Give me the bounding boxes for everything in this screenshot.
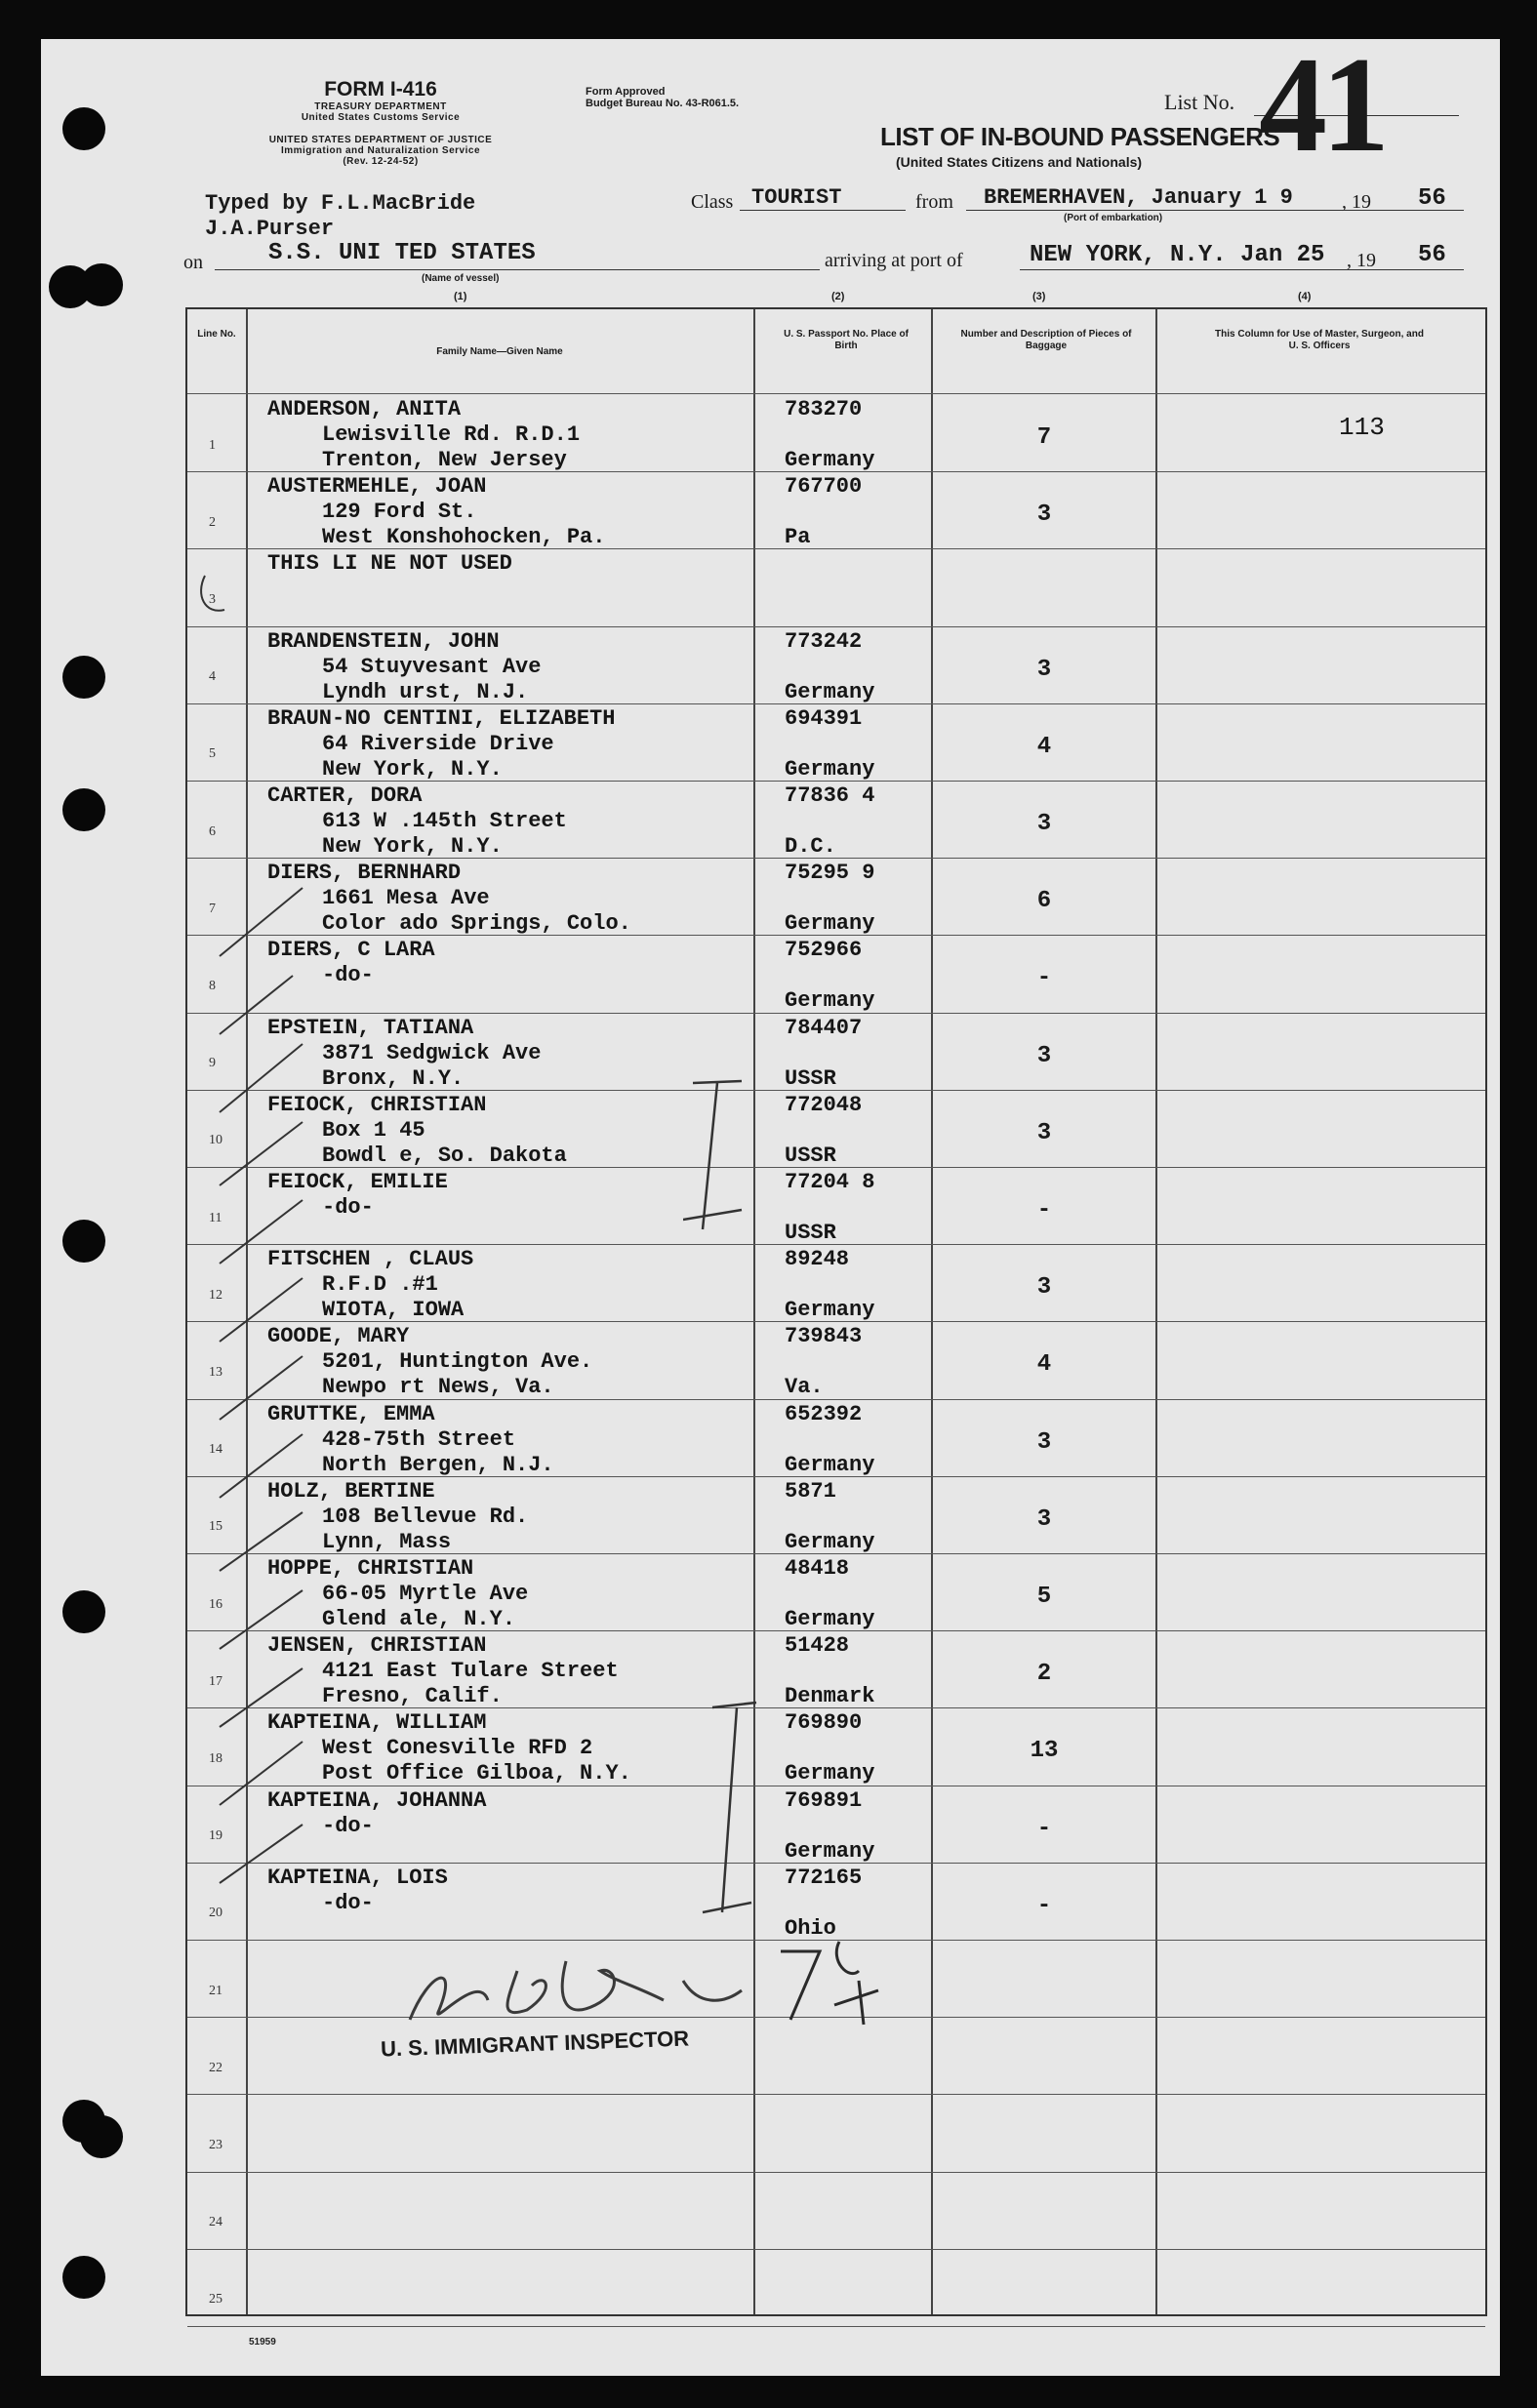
baggage-count: 5: [1036, 1584, 1052, 1610]
line-number: 18: [209, 1750, 222, 1766]
passenger-name: JENSEN, CHRISTIAN: [267, 1633, 487, 1659]
address-line-2: Bowdl e, So. Dakota: [322, 1143, 567, 1168]
address-line-1: 5201, Huntington Ave.: [322, 1349, 593, 1375]
punch-hole: [62, 2256, 105, 2299]
baggage-count: -: [1036, 965, 1052, 992]
list-no-label: List No.: [1164, 90, 1235, 114]
address-line-2: Bronx, N.Y.: [322, 1065, 465, 1091]
place-of-birth: USSR: [785, 1065, 836, 1091]
ins-service: Immigration and Naturalization Service: [280, 145, 481, 156]
check-marks: [176, 429, 722, 1951]
line-number: 5: [209, 746, 216, 762]
passenger-name: FEIOCK, EMILIE: [267, 1170, 448, 1194]
line-number: 11: [209, 1210, 222, 1225]
address-line-2: Lynn, Mass: [322, 1529, 452, 1554]
address-line-1: 4121 East Tulare Street: [322, 1659, 619, 1684]
passport-number: 752966: [785, 938, 863, 963]
line-number: 3: [209, 591, 216, 607]
address-line-2: Glend ale, N.Y.: [322, 1607, 516, 1631]
col-num-3: (3): [1032, 291, 1046, 302]
passenger-name: HOPPE, CHRISTIAN: [267, 1556, 474, 1581]
place-of-birth: Va.: [785, 1375, 824, 1400]
from-label: from: [915, 191, 953, 213]
address-line-1: R.F.D .#1: [322, 1272, 438, 1298]
line-number: 10: [209, 1133, 222, 1148]
baggage-count: 3: [1036, 1119, 1052, 1146]
passenger-name: ANDERSON, ANITA: [267, 397, 462, 421]
passport-number: 783270: [785, 397, 863, 421]
place-of-birth: Germany: [785, 1761, 875, 1786]
passenger-name: DIERS, C LARA: [267, 938, 435, 963]
passenger-name: KAPTEINA, LOIS: [267, 1865, 448, 1890]
baggage-count: 6: [1036, 888, 1052, 915]
address-line-1: 613 W .145th Street: [322, 809, 567, 833]
baggage-count: 3: [1036, 656, 1052, 683]
passenger-name: GOODE, MARY: [267, 1324, 410, 1349]
punch-hole: [80, 263, 123, 306]
place-of-birth: D.C.: [785, 834, 836, 859]
baggage-count: 3: [1036, 1274, 1052, 1302]
line-number: 9: [209, 1056, 216, 1071]
punch-hole: [62, 656, 105, 699]
header-name: Family Name—Given Name: [436, 346, 563, 357]
address-line-1: 66-05 Myrtle Ave: [322, 1582, 529, 1606]
address-line-2: West Konshohocken, Pa.: [322, 525, 606, 550]
class-value: TOURIST: [751, 185, 842, 210]
passport-number: 772165: [785, 1865, 863, 1890]
baggage-count: 4: [1036, 1351, 1052, 1379]
punch-hole: [62, 1590, 105, 1633]
place-of-birth: Germany: [785, 988, 875, 1014]
header-rule: [187, 393, 1485, 394]
baggage-count: -: [1036, 1815, 1052, 1842]
passenger-name: BRANDENSTEIN, JOHN: [267, 628, 500, 654]
table-row: [187, 2095, 1485, 2172]
address-line-1: -do-: [322, 963, 374, 988]
address-line-1: 108 Bellevue Rd.: [322, 1504, 529, 1529]
address-line-1: -do-: [322, 1890, 374, 1915]
line-number: 2: [209, 514, 216, 530]
customs-service: United States Customs Service: [301, 112, 461, 123]
line-number: 22: [209, 2060, 222, 2075]
passenger-name: GRUTTKE, EMMA: [267, 1401, 435, 1426]
passenger-name: DIERS, BERNHARD: [267, 861, 462, 886]
punch-hole: [62, 1220, 105, 1263]
punch-hole: [80, 2115, 123, 2158]
purser: J.A.Purser: [205, 217, 335, 241]
place-of-birth: Germany: [785, 1838, 875, 1864]
place-of-birth: Germany: [785, 756, 875, 782]
line-number: 14: [209, 1442, 222, 1458]
place-of-birth: Germany: [785, 1452, 875, 1477]
table-row: [187, 2173, 1485, 2250]
line-number: 24: [209, 2215, 222, 2230]
address-line-1: 129 Ford St.: [322, 500, 477, 525]
place-of-birth: USSR: [785, 1143, 836, 1168]
line-number: 13: [209, 1364, 222, 1380]
passport-number: 51428: [785, 1633, 850, 1659]
justice-dept: UNITED STATES DEPARTMENT OF JUSTICE: [268, 135, 493, 145]
port-embarkation-caption: (Port of embarkation): [1064, 213, 1163, 223]
passenger-name: KAPTEINA, JOHANNA: [267, 1787, 487, 1813]
treasury-dept: TREASURY DEPARTMENT: [314, 101, 447, 112]
punch-hole: [62, 788, 105, 831]
address-line-2: Newpo rt News, Va.: [322, 1375, 554, 1400]
passenger-name: EPSTEIN, TATIANA: [267, 1015, 474, 1040]
baggage-count: 13: [1030, 1738, 1059, 1765]
address-line-1: 428-75th Street: [322, 1426, 516, 1452]
line-number: 12: [209, 1287, 222, 1303]
embarkation-value: BREMERHAVEN, January 1 9: [984, 185, 1293, 210]
year-2: 56: [1418, 242, 1446, 268]
address-line-1: -do-: [322, 1813, 374, 1838]
vessel-name: S.S. UNI TED STATES: [268, 240, 536, 266]
passenger-name: KAPTEINA, WILLIAM: [267, 1710, 487, 1736]
baggage-count: -: [1036, 1197, 1052, 1224]
baggage-count: 3: [1036, 1428, 1052, 1456]
address-line-2: New York, N.Y.: [322, 834, 503, 859]
passport-number: 767700: [785, 474, 863, 500]
passenger-name: THIS LI NE NOT USED: [267, 551, 512, 577]
table-row: [187, 2250, 1485, 2327]
place-of-birth: Germany: [785, 1607, 875, 1631]
line-number: 20: [209, 1906, 222, 1921]
baggage-count: 7: [1036, 424, 1052, 451]
form-code: 51959: [249, 2337, 276, 2348]
class-label: Class: [691, 191, 734, 213]
passport-number: 652392: [785, 1401, 863, 1426]
passenger-name: FITSCHEN , CLAUS: [267, 1247, 474, 1272]
address-line-2: Lyndh urst, N.J.: [322, 679, 529, 704]
document-subtitle: (United States Citizens and Nationals): [896, 154, 1143, 170]
address-line-2: Trenton, New Jersey: [322, 448, 567, 472]
address-line-2: North Bergen, N.J.: [322, 1452, 554, 1477]
passport-number: 694391: [785, 705, 863, 731]
passenger-name: BRAUN-NO CENTINI, ELIZABETH: [267, 705, 616, 731]
budget-bureau: Budget Bureau No. 43-R061.5.: [586, 98, 740, 109]
col-num-4: (4): [1298, 291, 1312, 302]
arriving-value: NEW YORK, N.Y. Jan 25: [1030, 242, 1325, 268]
passenger-name: AUSTERMEHLE, JOAN: [267, 474, 487, 500]
baggage-count: 3: [1036, 502, 1052, 529]
baggage-count: 2: [1036, 1661, 1052, 1688]
form-approved: Form Approved: [586, 86, 666, 98]
passport-number: 77204 8: [785, 1170, 875, 1194]
passport-number: 769890: [785, 1710, 863, 1736]
line-number: 23: [209, 2137, 222, 2152]
baggage-count: 3: [1036, 1505, 1052, 1533]
passenger-name: FEIOCK, CHRISTIAN: [267, 1092, 487, 1117]
line-number: 1: [209, 437, 216, 453]
class-underline: [740, 210, 906, 211]
row-rule: [187, 2326, 1485, 2327]
line-number: 4: [209, 669, 216, 685]
header-officers: This Column for Use of Master, Surgeon, and U. S. Officers: [1215, 329, 1424, 351]
line-number: 17: [209, 1673, 222, 1689]
line-number: 16: [209, 1596, 222, 1612]
punch-hole: [62, 107, 105, 150]
revision: (Rev. 12-24-52): [343, 156, 419, 167]
arriving-underline: [1020, 269, 1464, 270]
passenger-name: HOLZ, BERTINE: [267, 1478, 435, 1504]
passport-number: 784407: [785, 1015, 863, 1040]
line-number: 19: [209, 1828, 222, 1844]
address-line-1: -do-: [322, 1195, 374, 1220]
place-of-birth: Germany: [785, 679, 875, 704]
passport-number: 48418: [785, 1556, 850, 1581]
passport-number: 773242: [785, 628, 863, 654]
address-line-1: 54 Stuyvesant Ave: [322, 654, 542, 679]
year-prefix-1: , 19: [1342, 191, 1371, 213]
document-title: LIST OF IN-BOUND PASSENGERS: [880, 122, 1280, 151]
col-num-2: (2): [831, 291, 845, 302]
baggage-count: 3: [1036, 811, 1052, 837]
officer-note: 113: [1339, 413, 1385, 442]
line-number: 7: [209, 901, 216, 916]
address-line-2: New York, N.Y.: [322, 756, 503, 782]
from-underline: [966, 210, 1464, 211]
line-number: 15: [209, 1519, 222, 1535]
address-line-2: Fresno, Calif.: [322, 1684, 503, 1709]
address-line-2: Post Office Gilboa, N.Y.: [322, 1761, 631, 1786]
baggage-count: -: [1036, 1892, 1052, 1919]
passport-number: 77836 4: [785, 783, 875, 808]
vessel-caption: (Name of vessel): [422, 273, 500, 284]
place-of-birth: Ohio: [785, 1915, 836, 1941]
header-baggage: Number and Description of Pieces of Baggage: [960, 329, 1132, 351]
passport-number: 75295 9: [785, 861, 875, 886]
address-line-2: Color ado Springs, Colo.: [322, 911, 631, 937]
place-of-birth: Germany: [785, 1529, 875, 1554]
year-prefix-2: , 19: [1347, 250, 1376, 271]
line-number: 8: [209, 978, 216, 993]
passport-number: 5871: [785, 1478, 836, 1504]
header-passport: U. S. Passport No. Place of Birth: [784, 329, 909, 351]
passport-number: 769891: [785, 1787, 863, 1813]
baggage-count: 3: [1036, 1042, 1052, 1069]
address-line-1: Box 1 45: [322, 1117, 425, 1143]
passenger-name: CARTER, DORA: [267, 783, 423, 808]
passport-number: 739843: [785, 1324, 863, 1349]
place-of-birth: Germany: [785, 911, 875, 937]
arriving-label: arriving at port of: [825, 250, 963, 271]
address-line-1: West Conesville RFD 2: [322, 1736, 593, 1761]
bracket-marks: [683, 1073, 820, 1951]
address-line-2: WIOTA, IOWA: [322, 1298, 465, 1323]
place-of-birth: Germany: [785, 448, 875, 472]
place-of-birth: USSR: [785, 1221, 836, 1245]
vessel-underline: [215, 269, 820, 270]
passport-number: 772048: [785, 1092, 863, 1117]
line-number: 25: [209, 2292, 222, 2308]
address-line-1: 1661 Mesa Ave: [322, 886, 490, 911]
typed-by: Typed by F.L.MacBride: [205, 191, 476, 216]
col-num-1: (1): [454, 291, 467, 302]
year-1: 56: [1418, 185, 1446, 212]
baggage-count: 4: [1036, 733, 1052, 760]
line-number: 21: [209, 1983, 222, 1998]
address-line-1: Lewisville Rd. R.D.1: [322, 422, 581, 447]
on-label: on: [183, 252, 203, 273]
address-line-1: 3871 Sedgwick Ave: [322, 1040, 542, 1065]
list-number: 41: [1259, 29, 1384, 181]
header-line-no: Line No.: [197, 329, 236, 340]
passport-number: 89248: [785, 1247, 850, 1272]
address-line-1: 64 Riverside Drive: [322, 731, 554, 756]
inspector-label: U. S. IMMIGRANT INSPECTOR: [380, 2026, 690, 2062]
place-of-birth: Pa: [785, 525, 811, 550]
place-of-birth: Germany: [785, 1298, 875, 1323]
form-number: FORM I-416: [324, 78, 437, 100]
line-number: 6: [209, 823, 216, 839]
place-of-birth: Denmark: [785, 1684, 875, 1709]
